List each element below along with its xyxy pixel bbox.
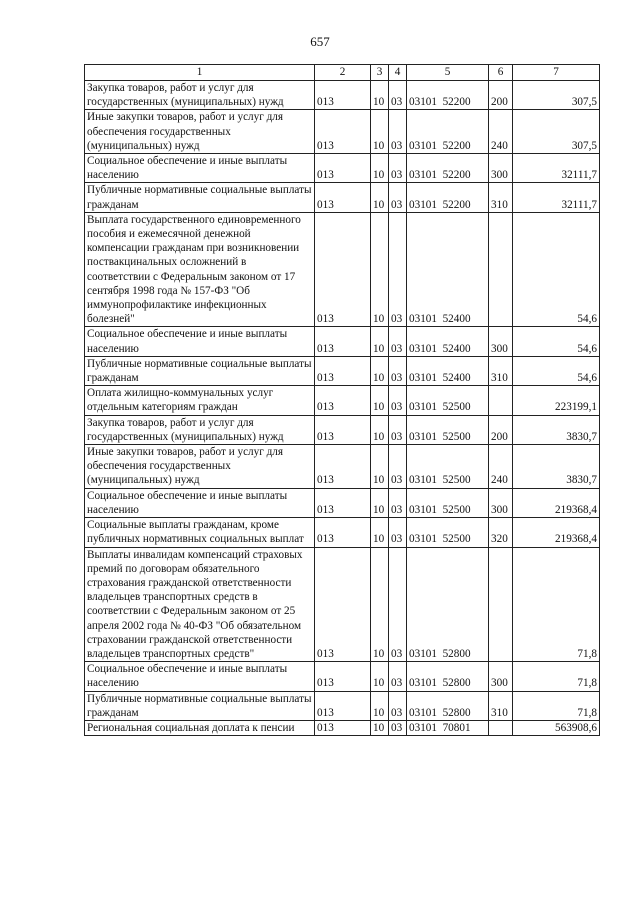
row-subsection: 03	[389, 720, 407, 735]
table-row	[85, 488, 600, 517]
header-row	[85, 65, 600, 81]
row-expense-type: 320	[489, 518, 513, 547]
row-target-code: 03101 52200	[407, 110, 489, 154]
table-row	[85, 518, 600, 547]
row-target-code: 03101 52400	[407, 212, 489, 327]
row-amount: 307,5	[513, 110, 600, 154]
row-expense-type: 240	[489, 445, 513, 489]
page-number: 657	[310, 34, 330, 49]
row-expense-type: 300	[489, 154, 513, 183]
row-expense-type: 310	[489, 356, 513, 385]
row-target-code: 03101 52200	[407, 154, 489, 183]
row-expense-type: 300	[489, 327, 513, 356]
row-section: 10	[371, 488, 389, 517]
row-amount: 71,8	[513, 662, 600, 691]
budget-table	[84, 64, 600, 736]
row-ministry-code: 013	[315, 81, 371, 110]
row-expense-type: 310	[489, 183, 513, 212]
row-name: Иные закупки товаров, работ и услуг для обеспечения государственных (муниципальных) нужд	[85, 110, 315, 154]
row-target-code: 03101 52500	[407, 445, 489, 489]
col-header-name: 1	[85, 65, 315, 81]
row-name: Публичные нормативные социальные выплаты гражданам	[85, 183, 315, 212]
col-header-subsection: 4	[389, 65, 407, 81]
row-target-code: 03101 52800	[407, 691, 489, 720]
row-amount: 54,6	[513, 356, 600, 385]
row-ministry-code: 013	[315, 154, 371, 183]
row-ministry-code: 013	[315, 518, 371, 547]
col-header-amount: 7	[513, 65, 600, 81]
row-section: 10	[371, 662, 389, 691]
row-expense-type	[489, 212, 513, 327]
row-name: Социальные выплаты гражданам, кроме публичных нормативных социальных выплат	[85, 518, 315, 547]
row-name: Публичные нормативные социальные выплаты гражданам	[85, 356, 315, 385]
row-target-code: 03101 52800	[407, 662, 489, 691]
row-name: Региональная социальная доплата к пенсии	[85, 720, 315, 735]
row-name: Выплата государственного единовременного пособия и ежемесячной денежной компенсации гражданам при возникновении поствакцинальных осложнений в соответствии с Федеральным законом от 17 сентября 1998 года № 157-ФЗ "Об иммунопрофилактике инфекционных болезней"	[85, 212, 315, 327]
row-ministry-code: 013	[315, 110, 371, 154]
row-expense-type: 200	[489, 415, 513, 444]
table-row	[85, 212, 600, 327]
row-target-code: 03101 52200	[407, 81, 489, 110]
row-target-code: 03101 52500	[407, 518, 489, 547]
row-section: 10	[371, 327, 389, 356]
row-expense-type: 310	[489, 691, 513, 720]
row-name: Социальное обеспечение и иные выплаты населению	[85, 662, 315, 691]
row-expense-type: 240	[489, 110, 513, 154]
row-expense-type	[489, 547, 513, 662]
table-row	[85, 327, 600, 356]
row-amount: 71,8	[513, 691, 600, 720]
table-row	[85, 356, 600, 385]
table-row	[85, 720, 600, 735]
col-header-ministry: 2	[315, 65, 371, 81]
col-header-type: 6	[489, 65, 513, 81]
row-target-code: 03101 52800	[407, 547, 489, 662]
row-subsection: 03	[389, 81, 407, 110]
row-section: 10	[371, 110, 389, 154]
row-amount: 3830,7	[513, 415, 600, 444]
row-ministry-code: 013	[315, 720, 371, 735]
row-subsection: 03	[389, 547, 407, 662]
row-name: Социальное обеспечение и иные выплаты населению	[85, 488, 315, 517]
row-ministry-code: 013	[315, 327, 371, 356]
row-section: 10	[371, 154, 389, 183]
row-ministry-code: 013	[315, 212, 371, 327]
row-ministry-code: 013	[315, 445, 371, 489]
row-expense-type: 200	[489, 81, 513, 110]
row-target-code: 03101 70801	[407, 720, 489, 735]
table-row	[85, 547, 600, 662]
row-section: 10	[371, 518, 389, 547]
row-subsection: 03	[389, 327, 407, 356]
row-amount: 219368,4	[513, 488, 600, 517]
row-subsection: 03	[389, 110, 407, 154]
row-amount: 71,8	[513, 547, 600, 662]
row-subsection: 03	[389, 386, 407, 415]
row-section: 10	[371, 81, 389, 110]
table-row	[85, 662, 600, 691]
table-row	[85, 386, 600, 415]
row-name: Закупка товаров, работ и услуг для государственных (муниципальных) нужд	[85, 415, 315, 444]
table-row	[85, 691, 600, 720]
row-target-code: 03101 52400	[407, 327, 489, 356]
row-amount: 219368,4	[513, 518, 600, 547]
row-section: 10	[371, 547, 389, 662]
row-expense-type: 300	[489, 662, 513, 691]
row-target-code: 03101 52200	[407, 183, 489, 212]
col-header-target: 5	[407, 65, 489, 81]
row-section: 10	[371, 720, 389, 735]
table-row	[85, 445, 600, 489]
row-amount: 563908,6	[513, 720, 600, 735]
row-subsection: 03	[389, 154, 407, 183]
row-subsection: 03	[389, 415, 407, 444]
row-name: Оплата жилищно-коммунальных услуг отдельным категориям граждан	[85, 386, 315, 415]
table-row	[85, 81, 600, 110]
row-target-code: 03101 52500	[407, 488, 489, 517]
table-row	[85, 183, 600, 212]
row-subsection: 03	[389, 445, 407, 489]
row-amount: 223199,1	[513, 386, 600, 415]
row-subsection: 03	[389, 212, 407, 327]
row-ministry-code: 013	[315, 356, 371, 385]
row-amount: 32111,7	[513, 154, 600, 183]
row-subsection: 03	[389, 662, 407, 691]
row-target-code: 03101 52500	[407, 386, 489, 415]
row-section: 10	[371, 415, 389, 444]
row-name: Иные закупки товаров, работ и услуг для обеспечения государственных (муниципальных) нужд	[85, 445, 315, 489]
row-section: 10	[371, 356, 389, 385]
row-name: Выплаты инвалидам компенсаций страховых премий по договорам обязательного страхования гражданской ответственности владельцев транспортных средств в соответствии с Федеральным законом от 25 апреля 2002 года № 40-ФЗ "Об обязательном страховании гражданской ответственности владельцев транспортных средств"	[85, 547, 315, 662]
row-amount: 307,5	[513, 81, 600, 110]
row-amount: 32111,7	[513, 183, 600, 212]
row-section: 10	[371, 212, 389, 327]
row-target-code: 03101 52500	[407, 415, 489, 444]
table-row	[85, 154, 600, 183]
row-section: 10	[371, 386, 389, 415]
row-subsection: 03	[389, 183, 407, 212]
row-subsection: 03	[389, 356, 407, 385]
row-amount: 54,6	[513, 327, 600, 356]
row-subsection: 03	[389, 518, 407, 547]
row-target-code: 03101 52400	[407, 356, 489, 385]
row-subsection: 03	[389, 691, 407, 720]
row-expense-type	[489, 720, 513, 735]
row-amount: 3830,7	[513, 445, 600, 489]
row-expense-type: 300	[489, 488, 513, 517]
row-name: Социальное обеспечение и иные выплаты населению	[85, 154, 315, 183]
row-ministry-code: 013	[315, 547, 371, 662]
row-subsection: 03	[389, 488, 407, 517]
row-section: 10	[371, 445, 389, 489]
row-ministry-code: 013	[315, 386, 371, 415]
row-name: Закупка товаров, работ и услуг для государственных (муниципальных) нужд	[85, 81, 315, 110]
col-header-section: 3	[371, 65, 389, 81]
row-name: Публичные нормативные социальные выплаты гражданам	[85, 691, 315, 720]
row-amount: 54,6	[513, 212, 600, 327]
row-ministry-code: 013	[315, 662, 371, 691]
table-row	[85, 110, 600, 154]
row-name: Социальное обеспечение и иные выплаты населению	[85, 327, 315, 356]
row-section: 10	[371, 183, 389, 212]
table-row	[85, 415, 600, 444]
row-ministry-code: 013	[315, 691, 371, 720]
row-section: 10	[371, 691, 389, 720]
row-ministry-code: 013	[315, 183, 371, 212]
row-ministry-code: 013	[315, 415, 371, 444]
row-ministry-code: 013	[315, 488, 371, 517]
row-expense-type	[489, 386, 513, 415]
